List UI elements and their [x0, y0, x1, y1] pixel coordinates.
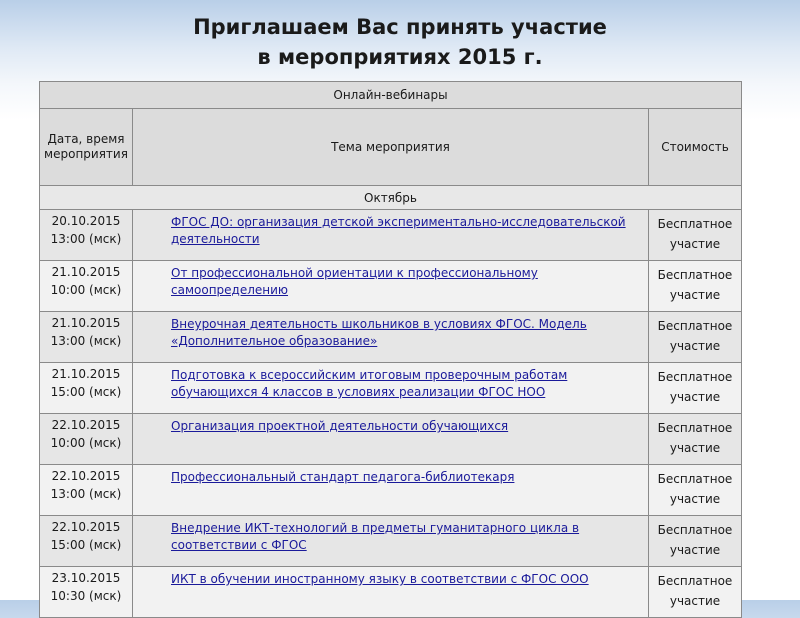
event-cost: [649, 414, 742, 465]
event-datetime: [40, 312, 133, 363]
title-line-2: в мероприятиях 2015 г.: [257, 45, 543, 69]
event-cost-line-2: участие: [669, 237, 721, 251]
event-datetime: [40, 414, 133, 465]
event-time: 10:00 (мск): [50, 436, 122, 450]
event-date: 21.10.2015: [51, 367, 121, 381]
event-cost: [649, 210, 742, 261]
event-cost-line-2: участие: [669, 288, 721, 302]
event-topic-link[interactable]: От профессиональной ориентации к профессиональному самоопределению: [171, 266, 538, 297]
event-cost: [649, 312, 742, 363]
event-date: 23.10.2015: [51, 571, 121, 585]
event-cost-line-1: Бесплатное: [657, 574, 733, 588]
event-time: 15:00 (мск): [50, 538, 122, 552]
event-cost-line-2: участие: [669, 594, 721, 608]
month-label: Октябрь: [40, 186, 742, 210]
events-table: [39, 81, 742, 618]
table-row: [40, 465, 742, 516]
event-topic-cell: [133, 414, 649, 465]
event-datetime: [40, 567, 133, 618]
event-time: 13:00 (мск): [50, 334, 122, 348]
event-datetime: [40, 516, 133, 567]
event-topic-link[interactable]: ФГОС ДО: организация детской экспериментально-исследовательской деятельности: [171, 215, 626, 246]
event-topic-cell: [133, 516, 649, 567]
event-cost-line-1: Бесплатное: [657, 523, 733, 537]
event-topic-link[interactable]: Внедрение ИКТ-технологий в предметы гуманитарного цикла в соответствии с ФГОС: [171, 521, 580, 552]
event-topic-link[interactable]: ИКТ в обучении иностранному языку в соответствии с ФГОС ООО: [171, 572, 589, 586]
event-time: 13:00 (мск): [50, 232, 122, 246]
event-time: 15:00 (мск): [50, 385, 122, 399]
event-cost-line-2: участие: [669, 543, 721, 557]
event-topic-link[interactable]: Внеурочная деятельность школьников в условиях ФГОС. Модель «Дополнительное образование»: [171, 317, 587, 348]
table-row: [40, 516, 742, 567]
event-cost-line-1: Бесплатное: [657, 370, 733, 384]
event-cost-line-2: участие: [669, 492, 721, 506]
event-cost: [649, 516, 742, 567]
title-line-1: Приглашаем Вас принять участие: [193, 15, 607, 39]
header-cost: Стоимость: [649, 109, 742, 186]
month-row: [40, 186, 742, 210]
event-time: 10:00 (мск): [50, 283, 122, 297]
section-row: [40, 82, 742, 109]
event-topic-cell: [133, 210, 649, 261]
table-row: [40, 210, 742, 261]
event-topic-link[interactable]: Организация проектной деятельности обучающихся: [171, 419, 509, 433]
event-topic-link[interactable]: Профессиональный стандарт педагога-библиотекаря: [171, 470, 515, 484]
event-cost-line-1: Бесплатное: [657, 472, 733, 486]
table-row: [40, 414, 742, 465]
event-date: 22.10.2015: [51, 418, 121, 432]
event-cost: [649, 363, 742, 414]
event-datetime: [40, 363, 133, 414]
event-topic-cell: [133, 261, 649, 312]
event-cost-line-2: участие: [669, 390, 721, 404]
event-date: 21.10.2015: [51, 316, 121, 330]
event-date: 22.10.2015: [51, 520, 121, 534]
table-row: [40, 363, 742, 414]
event-cost: [649, 261, 742, 312]
page-title: [0, 12, 800, 72]
event-cost: [649, 567, 742, 618]
table-row: [40, 312, 742, 363]
header-date: Дата, время мероприятия: [40, 109, 133, 186]
header-topic: Тема мероприятия: [133, 109, 649, 186]
event-time: 10:30 (мск): [50, 589, 122, 603]
event-cost-line-1: Бесплатное: [657, 268, 733, 282]
event-topic-cell: [133, 312, 649, 363]
event-datetime: [40, 261, 133, 312]
event-cost-line-1: Бесплатное: [657, 319, 733, 333]
table-row: [40, 567, 742, 618]
event-topic-link[interactable]: Подготовка к всероссийским итоговым проверочным работам обучающихся 4 классов в условиях реализации ФГОС НОО: [171, 368, 568, 399]
header-row: [40, 109, 742, 186]
event-topic-cell: [133, 567, 649, 618]
table-row: [40, 261, 742, 312]
event-cost-line-1: Бесплатное: [657, 217, 733, 231]
event-date: 22.10.2015: [51, 469, 121, 483]
section-title: Онлайн-вебинары: [40, 82, 742, 109]
event-topic-cell: [133, 465, 649, 516]
event-cost-line-1: Бесплатное: [657, 421, 733, 435]
event-cost-line-2: участие: [669, 441, 721, 455]
event-date: 21.10.2015: [51, 265, 121, 279]
event-datetime: [40, 210, 133, 261]
event-date: 20.10.2015: [51, 214, 121, 228]
event-topic-cell: [133, 363, 649, 414]
event-cost-line-2: участие: [669, 339, 721, 353]
event-datetime: [40, 465, 133, 516]
event-cost: [649, 465, 742, 516]
event-time: 13:00 (мск): [50, 487, 122, 501]
